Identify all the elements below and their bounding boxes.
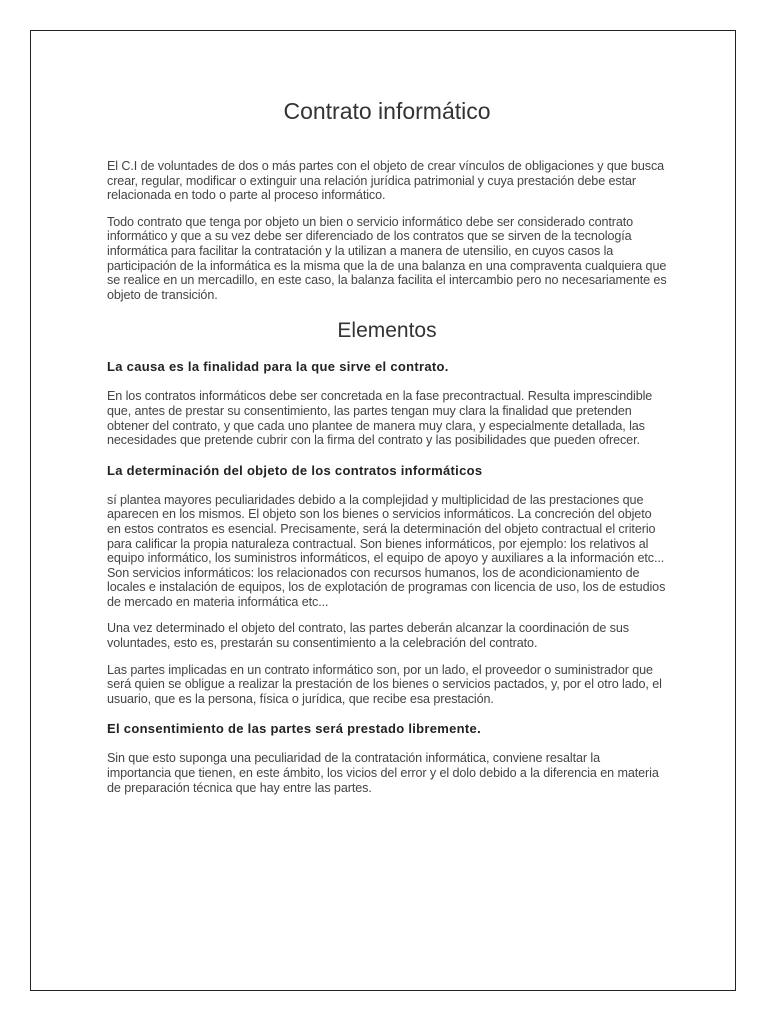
element-paragraph-objeto-1: sí plantea mayores peculiaridades debido a la complejidad y multiplicidad de las prestaciones que aparecen en los mismos. El objeto son los bienes o servicios informáticos. La concreción del objeto en estos contratos es esencial. Precisamente, será la determinación del objeto contractual el criterio para calificar la propia naturaleza contractual. Son bienes informáticos, por ejemplo: los relativos al equipo informático, los suministros informáticos, el equipo de apoyo y auxiliares a la información etc... Son servicios informáticos: los relacionados con recursos humanos, los de acondicionamiento de locales e instalación de equipos, los de explotación de programas con licencia de uso, los de estudios de mercado en materia informática etc...: [107, 492, 666, 609]
element-heading-objeto: La determinación del objeto de los contratos informáticos: [107, 462, 483, 478]
section-title-elementos: Elementos: [337, 319, 437, 343]
intro-paragraph-2: Todo contrato que tenga por objeto un bien o servicio informático debe ser considerado contrato informático y que a su vez debe ser diferenciado de los contratos que se sirven de la tecnología informática para facilitar la contratación y la utilizan a manera de utensilio, en cuyos casos la participación de la informática es la misma que la de una balanza en una compraventa cualquiera que se realice en un mercadillo, en este caso, la balanza facilita el intercambio pero no necesariamente es objeto de transición.: [107, 214, 667, 302]
intro-paragraph-1: El C.I de voluntades de dos o más partes con el objeto de crear vínculos de obligaciones y que busca crear, regular, modificar o extinguir una relación jurídica patrimonial y cuya prestación debe estar relacionada en todo o parte al proceso informático.: [107, 159, 665, 203]
element-paragraph-objeto-2: Una vez determinado el objeto del contrato, las partes deberán alcanzar la coordinación de sus voluntades, esto es, prestarán su consentimiento a la celebración del contrato.: [107, 621, 629, 651]
element-heading-causa: La causa es la finalidad para la que sirve el contrato.: [107, 359, 449, 375]
element-paragraph-consentimiento: Sin que esto suponga una peculiaridad de la contratación informática, conviene resaltar la importancia que tienen, en este ámbito, los vicios del error y el dolo debido a la diferencia en materia de preparación técnica que hay entre las partes.: [107, 751, 659, 795]
document-title: Contrato informático: [283, 98, 491, 124]
element-paragraph-objeto-3: Las partes implicadas en un contrato informático son, por un lado, el proveedor o suministrador que será quien se obligue a realizar la prestación de los bienes o servicios pactados, y, por el otro lado, el usuario, que es la persona, física o jurídica, que recibe esa prestación.: [107, 662, 662, 706]
element-paragraph-causa: En los contratos informáticos debe ser concretada en la fase precontractual. Resulta imprescindible que, antes de prestar su consentimiento, las partes tengan muy clara la finalidad que pretenden obtener del contrato, y que cada uno plantee de manera muy clara, y especialmente detallada, las necesidades que pretende cubrir con la firma del contrato y las posibilidades que pueden ofrecer.: [107, 389, 653, 448]
document-page: [30, 30, 736, 991]
element-heading-consentimiento: El consentimiento de las partes será prestado libremente.: [107, 721, 481, 737]
document-content: [107, 97, 667, 807]
